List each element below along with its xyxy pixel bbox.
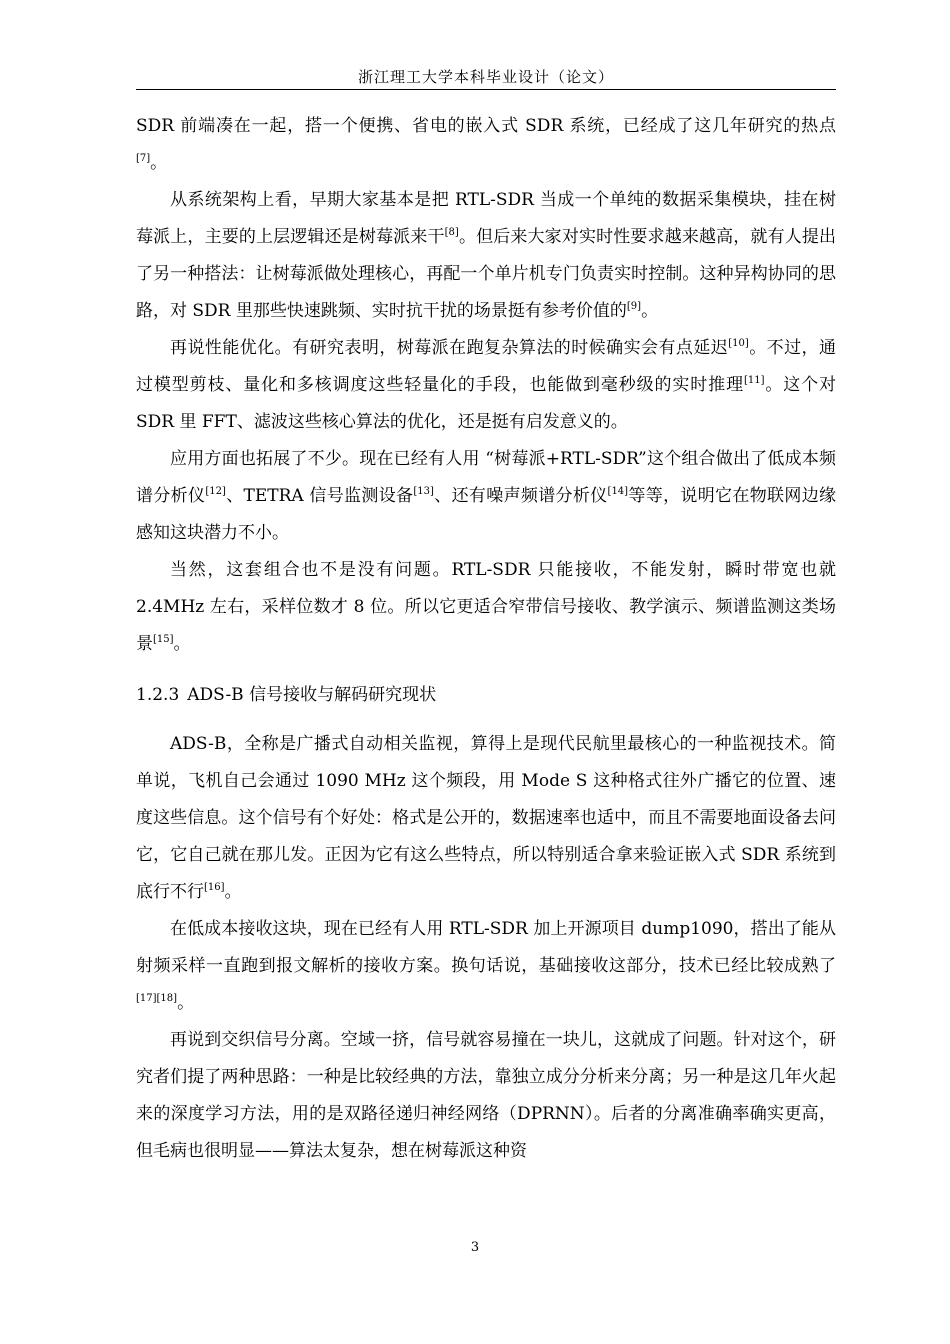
header-rule bbox=[136, 89, 836, 90]
body-paragraph bbox=[136, 182, 836, 330]
body-paragraph bbox=[136, 911, 836, 1022]
paragraph-text: 再说性能优化。有研究表明，树莓派在跑复杂算法的时候确实会有点延迟 bbox=[170, 338, 729, 358]
body-paragraph bbox=[136, 552, 836, 663]
body-paragraph bbox=[136, 330, 836, 441]
section-heading bbox=[136, 677, 836, 714]
paragraph-text: 。不过，通过模型剪枝、量化和多核调度这些轻量化的手段，也能做到毫秒级的实时推理 bbox=[136, 338, 837, 395]
citation-marker: [14] bbox=[607, 486, 629, 497]
citation-marker: [9] bbox=[626, 301, 642, 312]
paragraph-text: 。 bbox=[173, 634, 191, 654]
paragraph-text: 当然，这套组合也不是没有问题。RTL-SDR 只能接收，不能发射，瞬时带宽也就 2.4MHz 左右，采样位数才 8 位。所以它更适合窄带信号接收、教学演示、频谱监测这类场景 bbox=[136, 560, 836, 654]
body-paragraph bbox=[136, 726, 836, 911]
body-paragraph bbox=[136, 108, 836, 182]
citation-marker: [10] bbox=[728, 338, 749, 349]
paragraph-text: 等等，说明它在物联网边缘感知这块潜力不小。 bbox=[136, 486, 837, 543]
citation-marker: [13] bbox=[413, 486, 434, 497]
body-paragraphs-before bbox=[136, 108, 836, 663]
body-paragraph bbox=[136, 441, 836, 552]
paragraph-text: 、还有噪声频谱分析仪 bbox=[433, 486, 608, 506]
paragraph-text: 。但后来大家对实时性要求越来越高，就有人提出了另一种搭法：让树莓派做处理核心，再配一个单片机专门负责实时控制。这种异构协同的思路，对 SDR 里那些快速跳频、实时抗干扰的场景挺有参考价值的 bbox=[136, 227, 837, 321]
paragraph-text: SDR 前端凑在一起，搭一个便携、省电的嵌入式 SDR 系统，已经成了这几年研究的热点 bbox=[136, 116, 836, 136]
section-number: 1.2.3 bbox=[136, 685, 180, 705]
section-title: ADS-B 信号接收与解码研究现状 bbox=[187, 685, 437, 705]
paragraph-text: 再说到交织信号分离。空域一挤，信号就容易撞在一块儿，这就成了问题。针对这个，研究者们提了两种思路：一种是比较经典的方法，靠独立成分分析来分离；另一种是这几年火起来的深度学习方法，用的是双路径递归神经网络（DPRNN）。后者的分离准确率确实更高，但毛病也很明显——算法太复杂，想在树莓派这种资 bbox=[136, 1030, 836, 1161]
paragraph-text: 。 bbox=[150, 153, 168, 173]
body-paragraphs-after bbox=[136, 726, 836, 1170]
page-body bbox=[136, 108, 836, 1170]
citation-marker: [15] bbox=[153, 634, 174, 645]
body-paragraph bbox=[136, 1022, 836, 1170]
citation-marker: [11] bbox=[743, 375, 765, 386]
paragraph-text: 在低成本接收这块，现在已经有人用 RTL-SDR 加上开源项目 dump1090，搭出了能从射频采样一直跑到报文解析的接收方案。换句话说，基础接收这部分，技术已经比较成熟了 bbox=[136, 919, 836, 976]
paragraph-text: 从系统架构上看，早期大家基本是把 RTL-SDR 当成一个单纯的数据采集模块，挂在树莓派上，主要的上层逻辑还是树莓派来干 bbox=[136, 190, 836, 247]
page-header: 浙江理工大学本科毕业设计（论文） bbox=[357, 68, 614, 86]
paragraph-text: 。 bbox=[641, 301, 659, 321]
citation-marker: [17][18] bbox=[136, 993, 178, 1004]
citation-marker: [7] bbox=[136, 153, 151, 164]
paragraph-text: 。 bbox=[224, 882, 242, 902]
page-number: 3 bbox=[470, 1240, 480, 1255]
paragraph-text: 、TETRA 信号监测设备 bbox=[225, 486, 414, 506]
paragraph-text: ADS-B，全称是广播式自动相关监视，算得上是现代民航里最核心的一种监视技术。简单说，飞机自己会通过 1090 MHz 这个频段，用 Mode S 这种格式往外广播它的位置、速度这些信息。这个信号有个好处：格式是公开的，数据速率也适中，而且不需要地面设备去问它，它自己就在那儿发。正因为它有这么些特点，所以特别适合拿来验证嵌入式 SDR 系统到底行不行 bbox=[136, 734, 836, 902]
citation-marker: [16] bbox=[204, 882, 225, 893]
citation-marker: [12] bbox=[205, 486, 226, 497]
citation-marker: [8] bbox=[444, 227, 459, 238]
paragraph-text: 。这个对 SDR 里 FFT、滤波这些核心算法的优化，还是挺有启发意义的。 bbox=[136, 375, 837, 432]
paragraph-text: 应用方面也拓展了不少。现在已经有人用 “树莓派+RTL-SDR”这个组合做出了低成本频谱分析仪 bbox=[136, 449, 836, 506]
paragraph-text: 。 bbox=[177, 993, 195, 1013]
